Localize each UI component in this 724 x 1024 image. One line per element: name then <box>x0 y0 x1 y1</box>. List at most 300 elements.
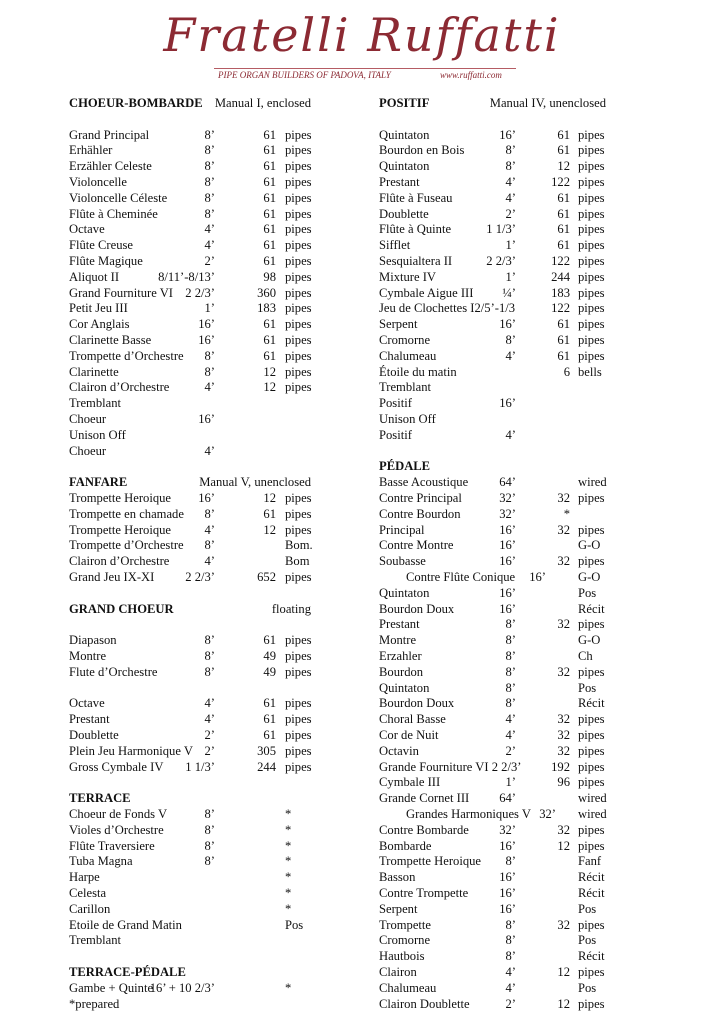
stop-name: Erzahler <box>379 649 422 663</box>
stop-count: 61 <box>263 222 276 237</box>
stop-row <box>0 680 724 696</box>
stop-name: Quintaton <box>379 159 430 174</box>
stop-name: Grand Fourniture VI <box>69 285 173 300</box>
stop-pitch: 16’ <box>499 317 516 332</box>
stop-name: Quintaton <box>379 680 430 695</box>
stop-count: 183 <box>551 285 570 300</box>
stop-count: 61 <box>557 238 570 253</box>
stop-count: 61 <box>557 333 570 347</box>
stop-count: 61 <box>263 712 276 727</box>
stop-row <box>0 190 724 206</box>
stop-count: 192 <box>551 759 570 774</box>
stop-unit: pipes <box>285 664 312 679</box>
stop-pitch: 32’ <box>499 491 516 505</box>
stop-unit: pipes <box>285 127 312 142</box>
stop-name: Unison Off <box>69 427 126 442</box>
stop-pitch: 16’ <box>499 901 516 916</box>
stop-unit: pipes <box>285 190 312 205</box>
stop-name: Gambe + Quinte <box>69 980 154 995</box>
stop-row <box>0 869 724 885</box>
stop-pitch: 8’ <box>505 333 516 347</box>
stop-name: Clairon Doublette <box>379 996 470 1011</box>
stop-unit: pipes <box>285 238 312 253</box>
stop-pitch: 8’ <box>505 696 516 711</box>
stop-unit: pipes <box>578 743 605 758</box>
stop-pitch: 16’ <box>198 491 215 505</box>
stop-unit: pipes <box>578 522 605 537</box>
stop-name: Sifflet <box>379 238 411 253</box>
stop-pitch: 1’ <box>505 775 516 790</box>
stop-name: Clairon <box>379 965 417 979</box>
stop-pitch: 8’ <box>204 838 215 853</box>
stop-pitch: 2’ <box>204 743 215 758</box>
stop-count: 6 <box>563 364 570 379</box>
stop-unit: pipes <box>285 633 312 648</box>
stop-row <box>0 474 724 490</box>
stop-pitch: 1’ <box>204 301 215 316</box>
stop-row <box>0 948 724 964</box>
stop-count: 61 <box>263 127 276 142</box>
stop-row <box>0 158 724 174</box>
stop-row <box>0 632 724 648</box>
stop-name: Contre Bombarde <box>379 822 469 837</box>
stop-name: Flûte à Fuseau <box>379 190 453 205</box>
stop-pitch: 32’ <box>499 506 516 521</box>
stop-unit: pipes <box>285 254 312 268</box>
stop-unit: wired <box>578 475 607 490</box>
section-title: GRAND CHOEUR <box>69 601 174 616</box>
stop-row <box>0 569 724 585</box>
stop-count: 12 <box>263 522 276 537</box>
stop-pitch: 16’ <box>499 585 516 600</box>
stop-name: Choeur de Fonds V <box>69 807 168 821</box>
stop-pitch: 16’ <box>499 538 516 553</box>
stop-row <box>0 427 724 443</box>
stop-pitch: 16’ <box>499 127 516 142</box>
stop-name: Soubasse <box>379 554 426 569</box>
stop-pitch: 2 2/3’ <box>486 254 516 268</box>
stop-unit: pipes <box>285 491 312 505</box>
stop-name: Trompette Heroique <box>379 854 482 869</box>
stop-unit: Pos <box>578 680 597 695</box>
stop-count: 32 <box>557 822 570 837</box>
stop-unit: pipes <box>578 838 605 853</box>
stop-unit: Pos <box>578 901 597 916</box>
stop-unit: pipes <box>578 712 605 727</box>
stop-count: 244 <box>257 759 276 774</box>
stop-pitch: 4’ <box>204 712 215 727</box>
stop-pitch: 16’ <box>499 554 516 569</box>
stop-count: * <box>563 506 570 521</box>
stop-pitch: 8’ <box>505 664 516 679</box>
stop-count: 32 <box>557 917 570 932</box>
stop-row <box>0 885 724 901</box>
stop-pitch: 1’ <box>505 269 516 284</box>
stop-name: Clairon d’Orchestre <box>69 554 170 569</box>
stop-count: 12 <box>557 159 570 174</box>
stop-name: Trompette d’Orchestre <box>69 538 184 553</box>
stop-count: 61 <box>263 175 276 189</box>
stop-pitch: 8’ <box>505 617 516 632</box>
stop-count: 61 <box>263 333 276 347</box>
stop-unit: pipes <box>578 554 605 569</box>
stop-count: 244 <box>551 269 570 284</box>
section-title: TERRACE-PÉDALE <box>69 965 186 979</box>
stop-name: Quintaton <box>379 585 430 600</box>
stop-name: Grandes Harmoniques V <box>406 807 531 821</box>
stop-row <box>0 743 724 759</box>
stop-name: Violes d’Orchestre <box>69 822 164 837</box>
stop-count: 61 <box>263 254 276 268</box>
stop-unit: pipes <box>285 696 312 711</box>
stop-row <box>0 616 724 632</box>
stop-count: 652 <box>257 570 276 584</box>
stop-name: Celesta <box>69 886 107 900</box>
stop-unit: pipes <box>285 380 312 395</box>
stop-name: Plein Jeu Harmonique V <box>69 743 193 758</box>
section-description: Manual V, unenclosed <box>199 475 311 490</box>
stop-row <box>0 237 724 253</box>
stop-count: 61 <box>557 348 570 363</box>
stop-count: 61 <box>263 633 276 648</box>
stop-row <box>0 790 724 806</box>
stop-name: Cor de Nuit <box>379 728 439 742</box>
stop-name: Octave <box>69 696 105 711</box>
stop-unit: pipes <box>578 491 605 505</box>
stop-name: Etoile de Grand Matin <box>69 917 182 932</box>
stop-unit: wired <box>578 807 607 821</box>
section-description: floating <box>271 601 311 616</box>
stop-pitch: 8’ <box>505 680 516 695</box>
stop-name: Jeu de Clochettes I2/5’-1/3 <box>379 301 516 316</box>
stop-unit: pipes <box>578 348 605 363</box>
stop-row <box>0 411 724 427</box>
stop-row <box>0 932 724 948</box>
stop-pitch: 8’ <box>204 633 215 648</box>
stop-count: 32 <box>557 728 570 742</box>
stop-name: Serpent <box>379 317 418 332</box>
stop-name: Trompette <box>379 917 432 932</box>
stop-unit: pipes <box>578 159 605 174</box>
stop-pitch: 1 1/3’ <box>185 759 215 774</box>
stop-count: 61 <box>263 728 276 742</box>
stop-count: 61 <box>557 222 570 237</box>
stop-pitch: 64’ <box>499 475 516 490</box>
stop-name: Erhähler <box>69 143 113 158</box>
stop-pitch: 8/11’-8/13’ <box>158 269 215 284</box>
stop-row <box>0 964 724 980</box>
stop-unit: pipes <box>285 364 312 379</box>
stop-count: 12 <box>263 364 276 379</box>
stop-unit: G-O <box>578 538 601 553</box>
stop-unit: Récit <box>578 696 605 711</box>
section-title: CHOEUR-BOMBARDE <box>69 96 203 110</box>
stop-unit: pipes <box>578 996 605 1011</box>
stop-count: 305 <box>257 743 276 758</box>
stop-pitch: 4’ <box>204 222 215 237</box>
stop-unit: Récit <box>578 949 605 964</box>
stop-name: Harpe <box>69 870 100 885</box>
stop-name: Clairon d’Orchestre <box>69 380 170 395</box>
stop-count: 12 <box>263 380 276 395</box>
stop-name: Montre <box>69 649 107 663</box>
stop-unit: * <box>285 822 292 837</box>
stop-pitch: 2’ <box>505 743 516 758</box>
stop-pitch: 8’ <box>505 649 516 663</box>
stop-row <box>0 996 724 1012</box>
stop-pitch: 16’ <box>198 412 215 426</box>
stop-name: Flute d’Orchestre <box>69 664 158 679</box>
stop-pitch: 4’ <box>204 238 215 253</box>
stop-name: Flûte Magique <box>69 254 143 268</box>
stop-unit: pipes <box>285 175 312 189</box>
stop-pitch: 2’ <box>204 254 215 268</box>
stop-name: Tuba Magna <box>69 854 133 869</box>
stop-name: Grand Jeu IX-XI <box>69 570 155 584</box>
stop-unit: Bom. <box>285 538 313 553</box>
stop-count: 122 <box>551 175 570 189</box>
stop-count: 61 <box>263 143 276 158</box>
stop-pitch: 64’ <box>499 791 516 806</box>
stop-pitch: 8’ <box>204 506 215 521</box>
stop-count: 32 <box>557 617 570 632</box>
stop-name: Montre <box>379 633 417 648</box>
stop-name: Hautbois <box>379 949 425 964</box>
stop-count: 12 <box>557 996 570 1011</box>
stop-name: Prestant <box>379 175 420 189</box>
stop-name: Bourdon Doux <box>379 696 455 711</box>
stop-row <box>0 806 724 822</box>
stop-name: Bourdon <box>379 664 424 679</box>
stop-unit: * <box>285 807 292 821</box>
stop-unit: pipes <box>578 222 605 237</box>
stop-name: Flûte Traversiere <box>69 838 155 853</box>
stop-unit: pipes <box>285 570 312 584</box>
stop-pitch: 8’ <box>204 143 215 158</box>
section-title: TERRACE <box>69 791 131 806</box>
stop-count: 32 <box>557 664 570 679</box>
stop-row <box>0 269 724 285</box>
stop-name: Tremblant <box>379 380 432 395</box>
stop-pitch: 2’ <box>505 206 516 221</box>
stop-count: 61 <box>263 190 276 205</box>
stop-pitch: 4’ <box>204 522 215 537</box>
stop-unit: pipes <box>578 917 605 932</box>
stop-count: 12 <box>263 491 276 505</box>
stop-name: Serpent <box>379 901 418 916</box>
logo-rule <box>214 68 516 69</box>
stop-name: Positif <box>379 427 412 442</box>
stop-pitch: 8’ <box>204 854 215 869</box>
stop-name: Doublette <box>69 728 119 742</box>
stop-unit: pipes <box>285 159 312 174</box>
stop-unit: pipes <box>578 127 605 142</box>
section-title: FANFARE <box>69 475 128 490</box>
stop-unit: Fanf <box>578 854 602 869</box>
website-url: www.ruffatti.com <box>440 70 502 80</box>
stop-unit: pipes <box>578 965 605 979</box>
stop-unit: wired <box>578 791 607 806</box>
company-logo: Fratelli Ruffatti <box>163 8 561 62</box>
stop-row <box>0 601 724 617</box>
stop-count: 61 <box>263 317 276 332</box>
stop-row <box>0 648 724 664</box>
stop-unit: pipes <box>285 506 312 521</box>
stop-row <box>0 443 724 459</box>
stop-count: 32 <box>557 522 570 537</box>
stop-pitch: 16’ <box>499 838 516 853</box>
stop-unit: pipes <box>285 712 312 727</box>
stop-name: Contre Bourdon <box>379 506 461 521</box>
stop-pitch: 16’ <box>499 522 516 537</box>
stop-row <box>0 711 724 727</box>
stop-row <box>0 853 724 869</box>
stop-count: 61 <box>557 190 570 205</box>
stop-unit: * <box>285 886 292 900</box>
stop-name: Grande Cornet III <box>379 791 470 806</box>
stop-row <box>0 395 724 411</box>
stop-name: Diapason <box>69 633 117 648</box>
stop-row <box>0 490 724 506</box>
stop-name: Clarinette <box>69 364 119 379</box>
stop-name: Octave <box>69 222 105 237</box>
stop-unit: pipes <box>285 649 312 663</box>
stop-row <box>0 822 724 838</box>
stop-unit: Pos <box>578 585 597 600</box>
stop-name: *prepared <box>69 996 120 1011</box>
stop-row <box>0 917 724 933</box>
stop-row <box>0 364 724 380</box>
stop-name: Trompette Heroique <box>69 491 172 505</box>
stop-pitch: 8’ <box>204 538 215 553</box>
stop-unit: bells <box>578 364 602 379</box>
stop-unit: pipes <box>285 743 312 758</box>
stop-unit: Récit <box>578 601 605 616</box>
stop-pitch: ¼’ <box>502 285 516 300</box>
stop-count: 98 <box>263 269 276 284</box>
stop-pitch: 32’ <box>499 822 516 837</box>
stop-unit: Ch <box>578 649 593 663</box>
stop-name: Étoile du matin <box>379 364 457 379</box>
stop-pitch: 8’ <box>204 159 215 174</box>
stop-pitch: 8’ <box>505 933 516 948</box>
stop-row <box>0 585 724 601</box>
stop-name: Trompette en chamade <box>69 506 184 521</box>
stop-name: Basse Acoustique <box>379 475 469 490</box>
stop-row <box>0 695 724 711</box>
tagline-text: PIPE ORGAN BUILDERS OF PADOVA, ITALY <box>218 70 391 80</box>
stop-name: Principal <box>379 522 425 537</box>
stop-count: 32 <box>557 743 570 758</box>
stop-name: Contre Montre <box>379 538 454 553</box>
stop-pitch: 8’ <box>204 649 215 663</box>
stop-pitch: 8’ <box>505 143 516 158</box>
stop-unit: pipes <box>578 664 605 679</box>
stop-name: Cromorne <box>379 333 431 347</box>
stop-unit: pipes <box>578 728 605 742</box>
section-title: PÉDALE <box>379 459 431 474</box>
stop-row <box>0 553 724 569</box>
stop-name: Violoncelle <box>69 175 127 189</box>
stop-unit: pipes <box>285 759 312 774</box>
stop-name: Bourdon en Bois <box>379 143 465 158</box>
stop-name: Clarinette Basse <box>69 333 152 347</box>
stop-name: Petit Jeu III <box>69 301 128 316</box>
stop-row <box>0 506 724 522</box>
stop-unit: pipes <box>578 759 605 774</box>
stop-pitch: 16’ <box>499 870 516 885</box>
stop-unit: pipes <box>578 617 605 632</box>
stop-count: 32 <box>557 554 570 569</box>
stop-pitch: 8’ <box>505 917 516 932</box>
stop-count: 122 <box>551 301 570 316</box>
stop-count: 12 <box>557 838 570 853</box>
stop-unit: pipes <box>578 238 605 253</box>
stop-pitch: 2’ <box>204 728 215 742</box>
stop-name: Cymbale Aigue III <box>379 285 474 300</box>
stop-count: 360 <box>257 285 276 300</box>
stop-unit: G-O <box>578 633 601 648</box>
stop-name: Flûte à Quinte <box>379 222 452 237</box>
stop-name: Cromorne <box>379 933 431 948</box>
stop-unit: pipes <box>285 143 312 158</box>
stop-unit: * <box>285 838 292 853</box>
stop-unit: pipes <box>285 348 312 363</box>
stop-pitch: 8’ <box>204 206 215 221</box>
stop-name: Trompette d’Orchestre <box>69 348 184 363</box>
stop-pitch: 16’ <box>198 317 215 332</box>
stop-row <box>0 774 724 790</box>
section-description: Manual I, enclosed <box>214 96 311 110</box>
stop-name: Octavin <box>379 743 419 758</box>
stop-unit: pipes <box>285 206 312 221</box>
stop-count: 61 <box>263 159 276 174</box>
stop-row <box>0 253 724 269</box>
stop-pitch: 16’ <box>499 601 516 616</box>
stop-row <box>0 901 724 917</box>
stop-pitch: 4’ <box>204 554 215 569</box>
stop-row <box>0 537 724 553</box>
stop-name: Grande Fourniture VI 2 2/3’ <box>379 759 522 774</box>
stop-name: Contre Trompette <box>379 886 469 900</box>
stop-name: Prestant <box>69 712 110 727</box>
stop-name: Carillon <box>69 901 111 916</box>
stop-unit: pipes <box>578 190 605 205</box>
stop-row <box>0 980 724 996</box>
stop-unit: pipes <box>578 269 605 284</box>
stop-row <box>0 142 724 158</box>
stop-pitch: 4’ <box>204 443 215 458</box>
stop-count: 61 <box>557 143 570 158</box>
stop-unit: pipes <box>285 317 312 332</box>
stop-unit: G-O <box>578 570 601 584</box>
stop-row <box>0 285 724 301</box>
stop-pitch: 16’ <box>499 886 516 900</box>
stop-count: 61 <box>263 238 276 253</box>
stop-count: 122 <box>551 254 570 268</box>
stop-name: Doublette <box>379 206 429 221</box>
stop-name: Cor Anglais <box>69 317 130 332</box>
stop-unit: pipes <box>578 301 605 316</box>
stop-row <box>0 332 724 348</box>
stop-unit: pipes <box>285 522 312 537</box>
letterhead <box>0 0 724 90</box>
stop-pitch: 8’ <box>204 822 215 837</box>
stop-pitch: 4’ <box>505 712 516 727</box>
stop-count: 61 <box>557 317 570 332</box>
stop-name: Cymbale III <box>379 775 441 790</box>
stop-row <box>0 221 724 237</box>
